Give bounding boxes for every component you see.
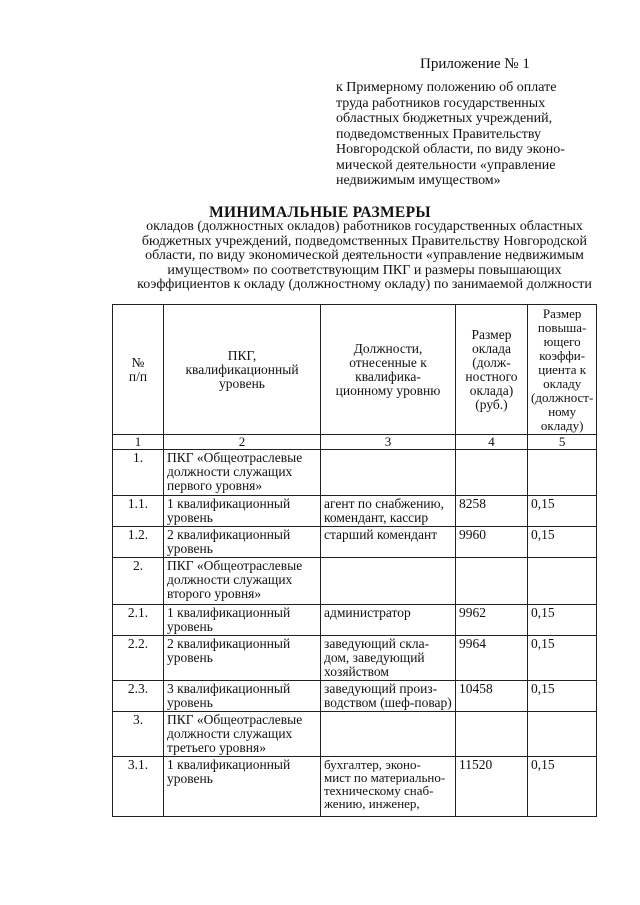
subtitle-line: коэффициентов к окладу (должностному окладу) по занимаемой должности <box>137 277 592 292</box>
column-number: 1 <box>113 435 164 450</box>
subtitle-line: бюджетных учреждений, подведомственных Правительству Новгородской <box>141 233 588 249</box>
row-group: ПКГ «Общеотраслевые должности служащих второго уровня» <box>164 558 321 605</box>
row-salary: 9960 <box>456 527 528 558</box>
appendix-line: к Примерному положению об оплате <box>336 80 557 95</box>
row-group: 2 квалификационный уровень <box>164 636 321 681</box>
row-number: 1. <box>113 450 164 496</box>
row-group: 3 квалификационный уровень <box>164 681 321 712</box>
document-title: МИНИМАЛЬНЫЕ РАЗМЕРЫ <box>209 204 431 221</box>
header-group: ПКГ, квалификационный уровень <box>164 305 321 435</box>
row-positions <box>321 712 456 757</box>
header-salary: Размер оклада (долж- ностного оклада) (руб.) <box>456 305 528 435</box>
row-coefficient: 0,15 <box>528 681 597 712</box>
row-group: 2 квалификационный уровень <box>164 527 321 558</box>
row-coefficient: 0,15 <box>528 605 597 636</box>
table-row <box>113 681 597 712</box>
header-number: № п/п <box>113 305 164 435</box>
document-subtitle <box>112 220 617 293</box>
row-number: 3.1. <box>113 757 164 817</box>
row-number: 3. <box>113 712 164 757</box>
row-number: 2. <box>113 558 164 605</box>
row-coefficient: 0,15 <box>528 636 597 681</box>
appendix-line: мической деятельности «управление <box>336 157 556 173</box>
header-coefficient: Размер повыша- ющего коэффи- циента к окладу (должност- ному окладу) <box>528 305 597 435</box>
table-row <box>113 712 597 757</box>
table-row <box>113 558 597 605</box>
row-group: 1 квалификационный уровень <box>164 757 321 817</box>
row-salary <box>456 558 528 605</box>
column-number: 3 <box>321 435 456 450</box>
appendix-line: областных бюджетных учреждений, <box>336 111 553 126</box>
table-row <box>113 450 597 496</box>
subtitle-line: окладов (должностных окладов) работников государственных областных <box>146 219 583 234</box>
header-row <box>113 305 597 435</box>
row-positions <box>321 450 456 496</box>
row-positions <box>321 558 456 605</box>
row-positions: агент по снабжению, комендант, кассир <box>321 496 456 527</box>
appendix-text <box>336 80 626 189</box>
column-number-row <box>113 435 597 450</box>
table-row <box>113 605 597 636</box>
row-number: 1.1. <box>113 496 164 527</box>
table-row <box>113 636 597 681</box>
table-row <box>113 527 597 558</box>
appendix-line: труда работников государственных <box>336 95 546 111</box>
table-body <box>113 450 597 817</box>
row-group: 1 квалификационный уровень <box>164 496 321 527</box>
row-salary: 9962 <box>456 605 528 636</box>
column-number: 4 <box>456 435 528 450</box>
row-number: 2.3. <box>113 681 164 712</box>
header-positions: Должности, отнесенные к квалифика- ционному уровню <box>321 305 456 435</box>
row-positions: администратор <box>321 605 456 636</box>
row-coefficient <box>528 558 597 605</box>
row-salary: 8258 <box>456 496 528 527</box>
row-salary: 10458 <box>456 681 528 712</box>
row-coefficient: 0,15 <box>528 496 597 527</box>
column-number: 2 <box>164 435 321 450</box>
row-positions: бухгалтер, эконо- мист по материально- техническому снаб- жению, инженер, <box>321 757 456 817</box>
row-salary <box>456 450 528 496</box>
row-number: 2.1. <box>113 605 164 636</box>
row-positions: старший комендант <box>321 527 456 558</box>
subtitle-line: области, по виду экономической деятельности «управление недвижимым <box>145 248 584 263</box>
column-number: 5 <box>528 435 597 450</box>
appendix-line: Новгородской области, по виду эконо- <box>336 142 565 157</box>
salary-table <box>112 304 597 817</box>
table-row <box>113 757 597 817</box>
appendix-line: подведомственных Правительству <box>336 126 542 142</box>
table-row <box>113 496 597 527</box>
row-positions: заведующий скла- дом, заведующий хозяйством <box>321 636 456 681</box>
row-group: ПКГ «Общеотраслевые должности служащих третьего уровня» <box>164 712 321 757</box>
subtitle-line: имуществом» по соответствующим ПКГ и размеры повышающих <box>167 262 562 278</box>
row-salary: 11520 <box>456 757 528 817</box>
row-coefficient: 0,15 <box>528 757 597 817</box>
row-positions: заведующий произ- водством (шеф-повар) <box>321 681 456 712</box>
appendix-title: Приложение № 1 <box>420 56 530 72</box>
row-salary <box>456 712 528 757</box>
row-number: 1.2. <box>113 527 164 558</box>
row-group: 1 квалификационный уровень <box>164 605 321 636</box>
row-salary: 9964 <box>456 636 528 681</box>
row-coefficient <box>528 712 597 757</box>
appendix-line: недвижимым имуществом» <box>336 173 501 188</box>
row-coefficient: 0,15 <box>528 527 597 558</box>
row-coefficient <box>528 450 597 496</box>
row-group: ПКГ «Общеотраслевые должности служащих первого уровня» <box>164 450 321 496</box>
row-number: 2.2. <box>113 636 164 681</box>
